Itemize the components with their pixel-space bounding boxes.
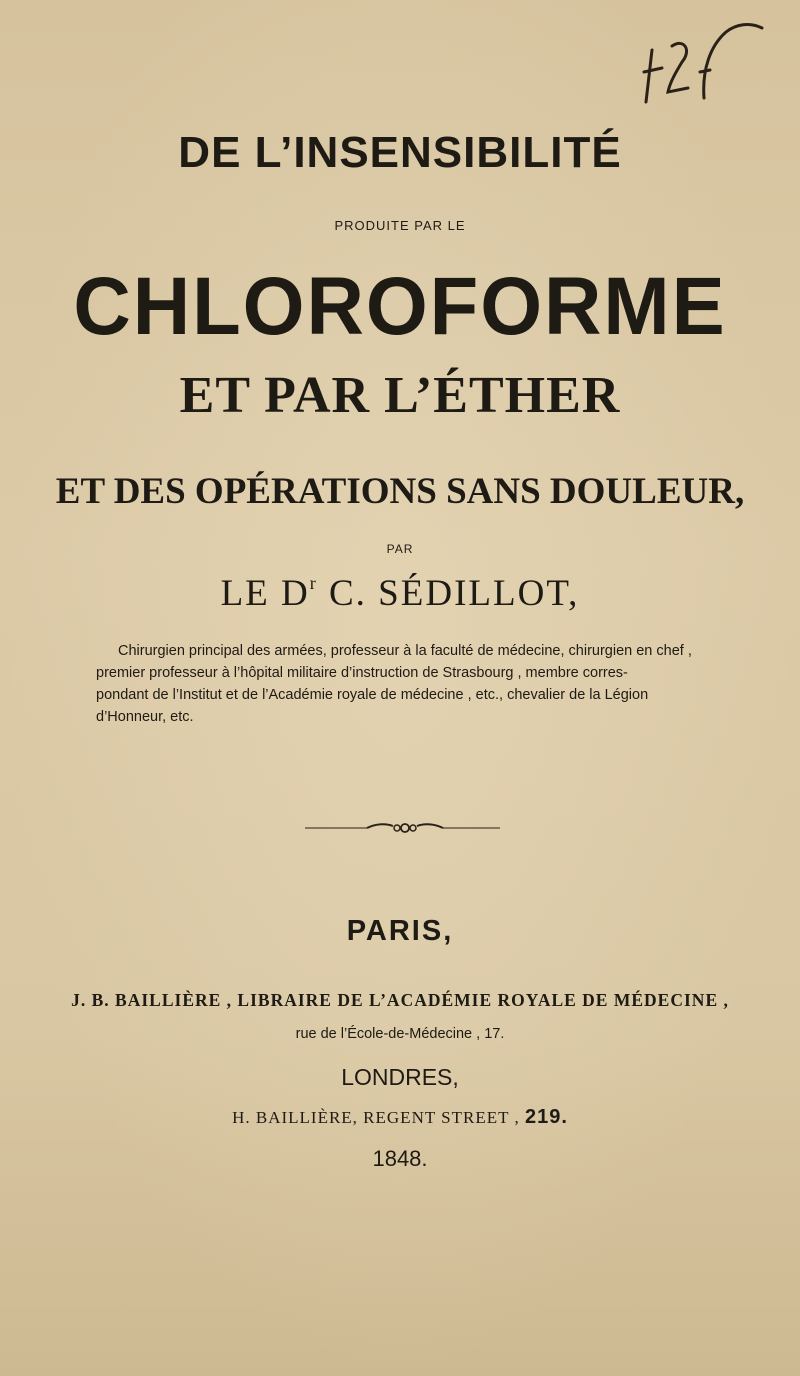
author-prefix: LE D [220,573,310,614]
title-line-ether: ET PAR L’ÉTHER [179,367,621,424]
author-line [0,572,800,615]
author-superscript: r [309,573,318,593]
imprint-city-paris: PARIS, [346,915,454,947]
imprint-publisher-london [0,1106,800,1129]
imprint-publisher-paris: J. B. BAILLIÈRE , LIBRAIRE DE L’ACADÉMIE ROYALE DE MÉDECINE , [71,990,729,1010]
credentials-line: d’Honneur, etc. [96,709,194,725]
handwritten-shelfmark-icon [640,10,790,120]
credentials-line: pondant de l’Institut et de l’Académie royale de médecine , etc., chevalier de la Légion [96,687,649,703]
imprint-year: 1848. [372,1146,428,1171]
author-name: C. SÉDILLOT, [317,573,580,614]
par-label: PAR [386,542,414,556]
title-line-operations: ET DES OPÉRATIONS SANS DOULEUR, [55,471,745,512]
london-street-number: 219. [524,1106,568,1128]
ornamental-divider-icon [305,820,500,836]
credentials-line: premier professeur à l’hôpital militaire d’instruction de Strasbourg , membre corres- [96,665,628,681]
main-title-chloroforme: CHLOROFORME [73,261,727,352]
london-publisher-text: H. BAILLIÈRE, REGENT STREET , [232,1108,525,1127]
imprint-city-londres: LONDRES, [341,1064,459,1090]
credentials-line: Chirurgien principal des armées, professeur à la faculté de médecine, chirurgien en chef , [118,643,692,659]
imprint-street-paris: rue de l’École-de-Médecine , 17. [295,1026,505,1042]
title-line-1: DE L’INSENSIBILITÉ [178,128,622,177]
subtitle-produite: PRODUITE PAR LE [334,218,466,233]
author-credentials [96,640,716,728]
